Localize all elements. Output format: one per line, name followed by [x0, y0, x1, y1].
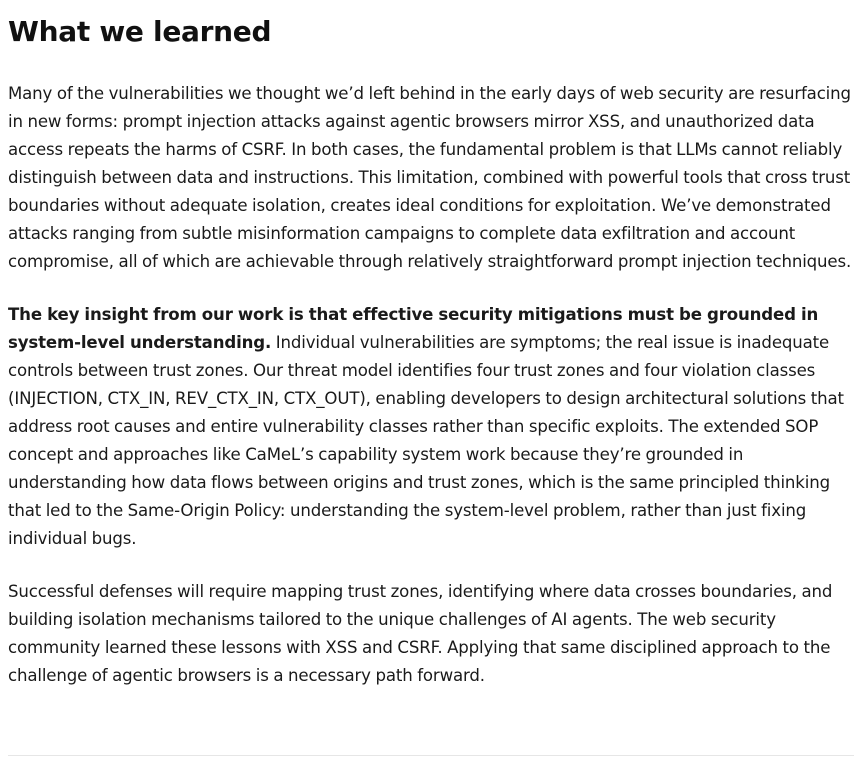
paragraph-2 — [8, 301, 854, 553]
section-heading: What we learned — [8, 15, 272, 48]
paragraph-3: Successful defenses will require mapping trust zones, identifying where data crosses boundaries, and building isolation mechanisms tailored to the unique challenges of AI agents. The web security community learned these lessons with XSS and CSRF. Applying that same disciplined approach to the challenge of agentic browsers is a necessary path forward. — [8, 582, 833, 685]
paragraph-2-body: Individual vulnerabilities are symptoms; the real issue is inadequate controls between trust zones. Our threat model identifies four trust zones and four violation classes (INJECTION, CTX_IN, REV_CTX_IN, CTX_OUT), enabling developers to design architectural solutions that address root causes and entire vulnerability classes rather than specific exploits. The extended SOP concept and approaches like CaMeL’s capability system work because they’re grounded in understanding how data flows between origins and trust zones, which is the same principled thinking that led to the Same-Origin Policy: understanding the system-level problem, rather than just fixing individual bugs. — [8, 333, 844, 548]
section-divider — [8, 755, 854, 756]
key-insight-text: The key insight from our work is that effective security mitigations must be grounded in system-level understanding. — [8, 305, 819, 352]
article-section — [8, 0, 854, 690]
paragraph-1: Many of the vulnerabilities we thought we’d left behind in the early days of web security are resurfacing in new forms: prompt injection attacks against agentic browsers mirror XSS, and unauthorized data access repeats the harms of CSRF. In both cases, the fundamental problem is that LLMs cannot reliably distinguish between data and instructions. This limitation, combined with powerful tools that cross trust boundaries without adequate isolation, creates ideal conditions for exploitation. We’ve demonstrated attacks ranging from subtle misinformation campaigns to complete data exfiltration and account compromise, all of which are achievable through relatively straightforward prompt injection techniques. — [8, 84, 852, 271]
